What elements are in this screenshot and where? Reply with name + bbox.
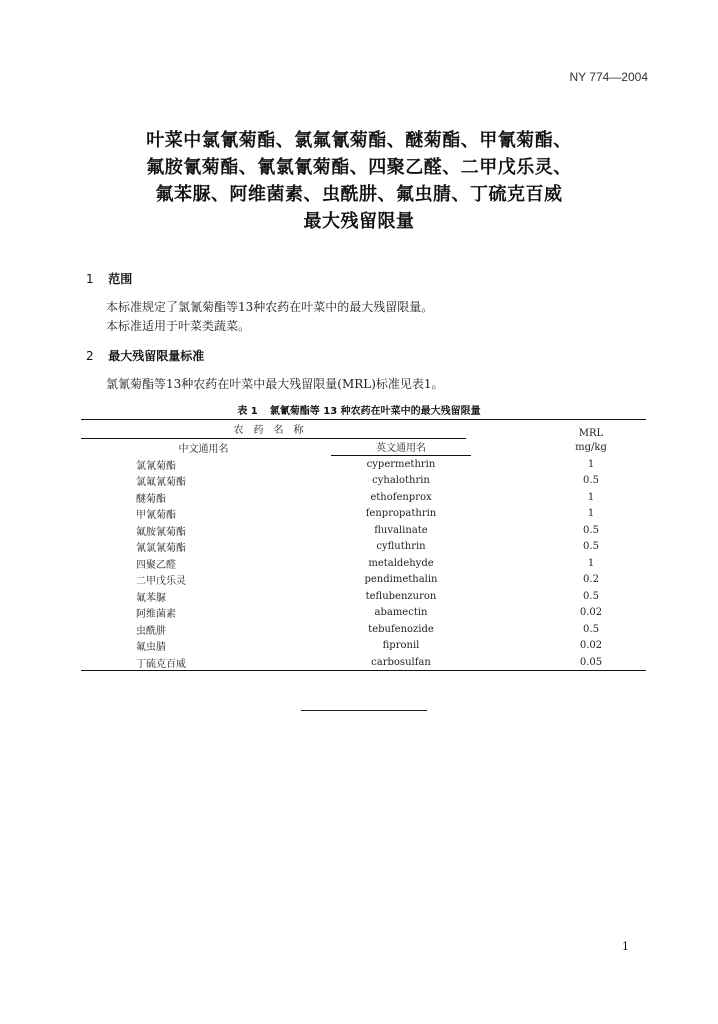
table-row: [81, 506, 646, 523]
scope-paragraph: 本标准适用于叶菜类蔬菜。: [106, 319, 251, 333]
cell-mrl: 0.5: [583, 623, 599, 635]
cell-en-name: fipronil: [382, 640, 420, 652]
table-group-header: 农药名称: [81, 420, 476, 440]
table-header-en-name: 英文通用名: [326, 439, 476, 456]
cell-en-name: teflubenzuron: [365, 590, 437, 602]
page-number: 1: [622, 940, 629, 953]
cell-en-name: tebufenozide: [368, 623, 434, 635]
section-heading-mrl-standard: [86, 347, 204, 364]
mrl-standard-paragraph: 氯氰菊酯等13种农药在叶菜中最大残留限量(MRL)标准见表1。: [106, 377, 444, 391]
table-row: [81, 539, 646, 556]
cell-en-name: cypermethrin: [366, 458, 436, 470]
table-row: [81, 473, 646, 490]
cell-cn-name: 氟苯脲: [136, 592, 166, 604]
cell-mrl: 1: [587, 458, 595, 470]
scope-paragraph: 本标准规定了氯氰菊酯等13种农药在叶菜中的最大残留限量。: [106, 300, 434, 314]
table-row: [81, 572, 646, 589]
cell-cn-name: 丁硫克百威: [81, 654, 326, 671]
cell-en-name: pendimethalin: [364, 574, 438, 586]
cell-cn-name: 阿维菌素: [136, 609, 176, 621]
cell-en-name: fluvalinate: [374, 524, 428, 536]
cell-cn-name: 氯氟氰菊酯: [136, 477, 186, 489]
cell-cn-name: 虫酰肼: [136, 625, 166, 637]
cell-mrl: 0.5: [583, 541, 599, 553]
cell-cn-name: 四聚乙醛: [136, 559, 176, 571]
section-title: 最大残留限量标准: [108, 349, 205, 363]
cell-en-name: abamectin: [374, 607, 428, 619]
title-line: 氟苯脲、阿维菌素、虫酰肼、氟虫腈、丁硫克百威: [155, 184, 563, 205]
section-number: 1: [86, 272, 94, 286]
cell-en-name: fenpropathrin: [365, 508, 437, 520]
cell-mrl: 0.2: [583, 574, 599, 586]
cell-cn-name: 甲氰菊酯: [136, 510, 176, 522]
cell-mrl: 0.5: [583, 524, 599, 536]
cell-cn-name: 氯氰菊酯: [136, 460, 176, 472]
cell-cn-name: 氟胺氰菊酯: [136, 526, 186, 538]
document-title: [0, 127, 718, 235]
end-of-text-rule: [301, 710, 427, 711]
table-row: [81, 638, 646, 655]
cell-en-name: cyhalothrin: [372, 475, 430, 487]
title-line: 最大残留限量: [303, 211, 415, 232]
cell-en-name: metaldehyde: [368, 557, 434, 569]
table-row: [81, 522, 646, 539]
table-row: [81, 489, 646, 506]
cell-en-name: carbosulfan: [326, 654, 476, 671]
section-number: 2: [86, 349, 94, 363]
mrl-table: [81, 419, 646, 671]
table-header-mrl-unit: mg/kg: [575, 442, 607, 453]
table-row: [81, 456, 646, 473]
table-caption: [0, 402, 718, 417]
cell-mrl: 1: [587, 508, 595, 520]
table-caption-label: 表 1: [237, 406, 258, 417]
table-caption-text: 氯氰菊酯等 13 种农药在叶菜中的最大残留限量: [269, 406, 481, 417]
section-heading-scope: [86, 270, 132, 287]
cell-mrl: 1: [587, 557, 595, 569]
cell-mrl: 0.02: [579, 607, 603, 619]
cell-cn-name: 醚菊酯: [136, 493, 166, 505]
cell-cn-name: 氰氯氰菊酯: [136, 543, 186, 555]
cell-cn-name: 二甲戊乐灵: [136, 576, 186, 588]
table-row: [81, 555, 646, 572]
cell-cn-name: 氟虫腈: [136, 642, 166, 654]
table-row: [81, 605, 646, 622]
cell-en-name: ethofenprox: [370, 491, 432, 503]
table-row: [81, 654, 646, 671]
cell-mrl: 1: [587, 491, 595, 503]
cell-mrl: 0.5: [583, 590, 599, 602]
section-title: 范围: [108, 272, 133, 286]
standard-code: NY 774—2004: [569, 70, 648, 84]
cell-mrl: 0.05: [476, 654, 646, 671]
table-row: [81, 621, 646, 638]
cell-en-name: cyfluthrin: [376, 541, 426, 553]
table-header-mrl: MRL: [476, 420, 646, 440]
title-line: 氟胺氰菊酯、氰氯氰菊酯、四聚乙醛、二甲戊乐灵、: [146, 157, 572, 178]
cell-mrl: 0.02: [579, 640, 603, 652]
title-line: 叶菜中氯氰菊酯、氯氟氰菊酯、醚菊酯、甲氰菊酯、: [146, 130, 572, 151]
cell-mrl: 0.5: [583, 475, 599, 487]
table-header-cn-name: 中文通用名: [178, 444, 229, 455]
table-row: [81, 588, 646, 605]
